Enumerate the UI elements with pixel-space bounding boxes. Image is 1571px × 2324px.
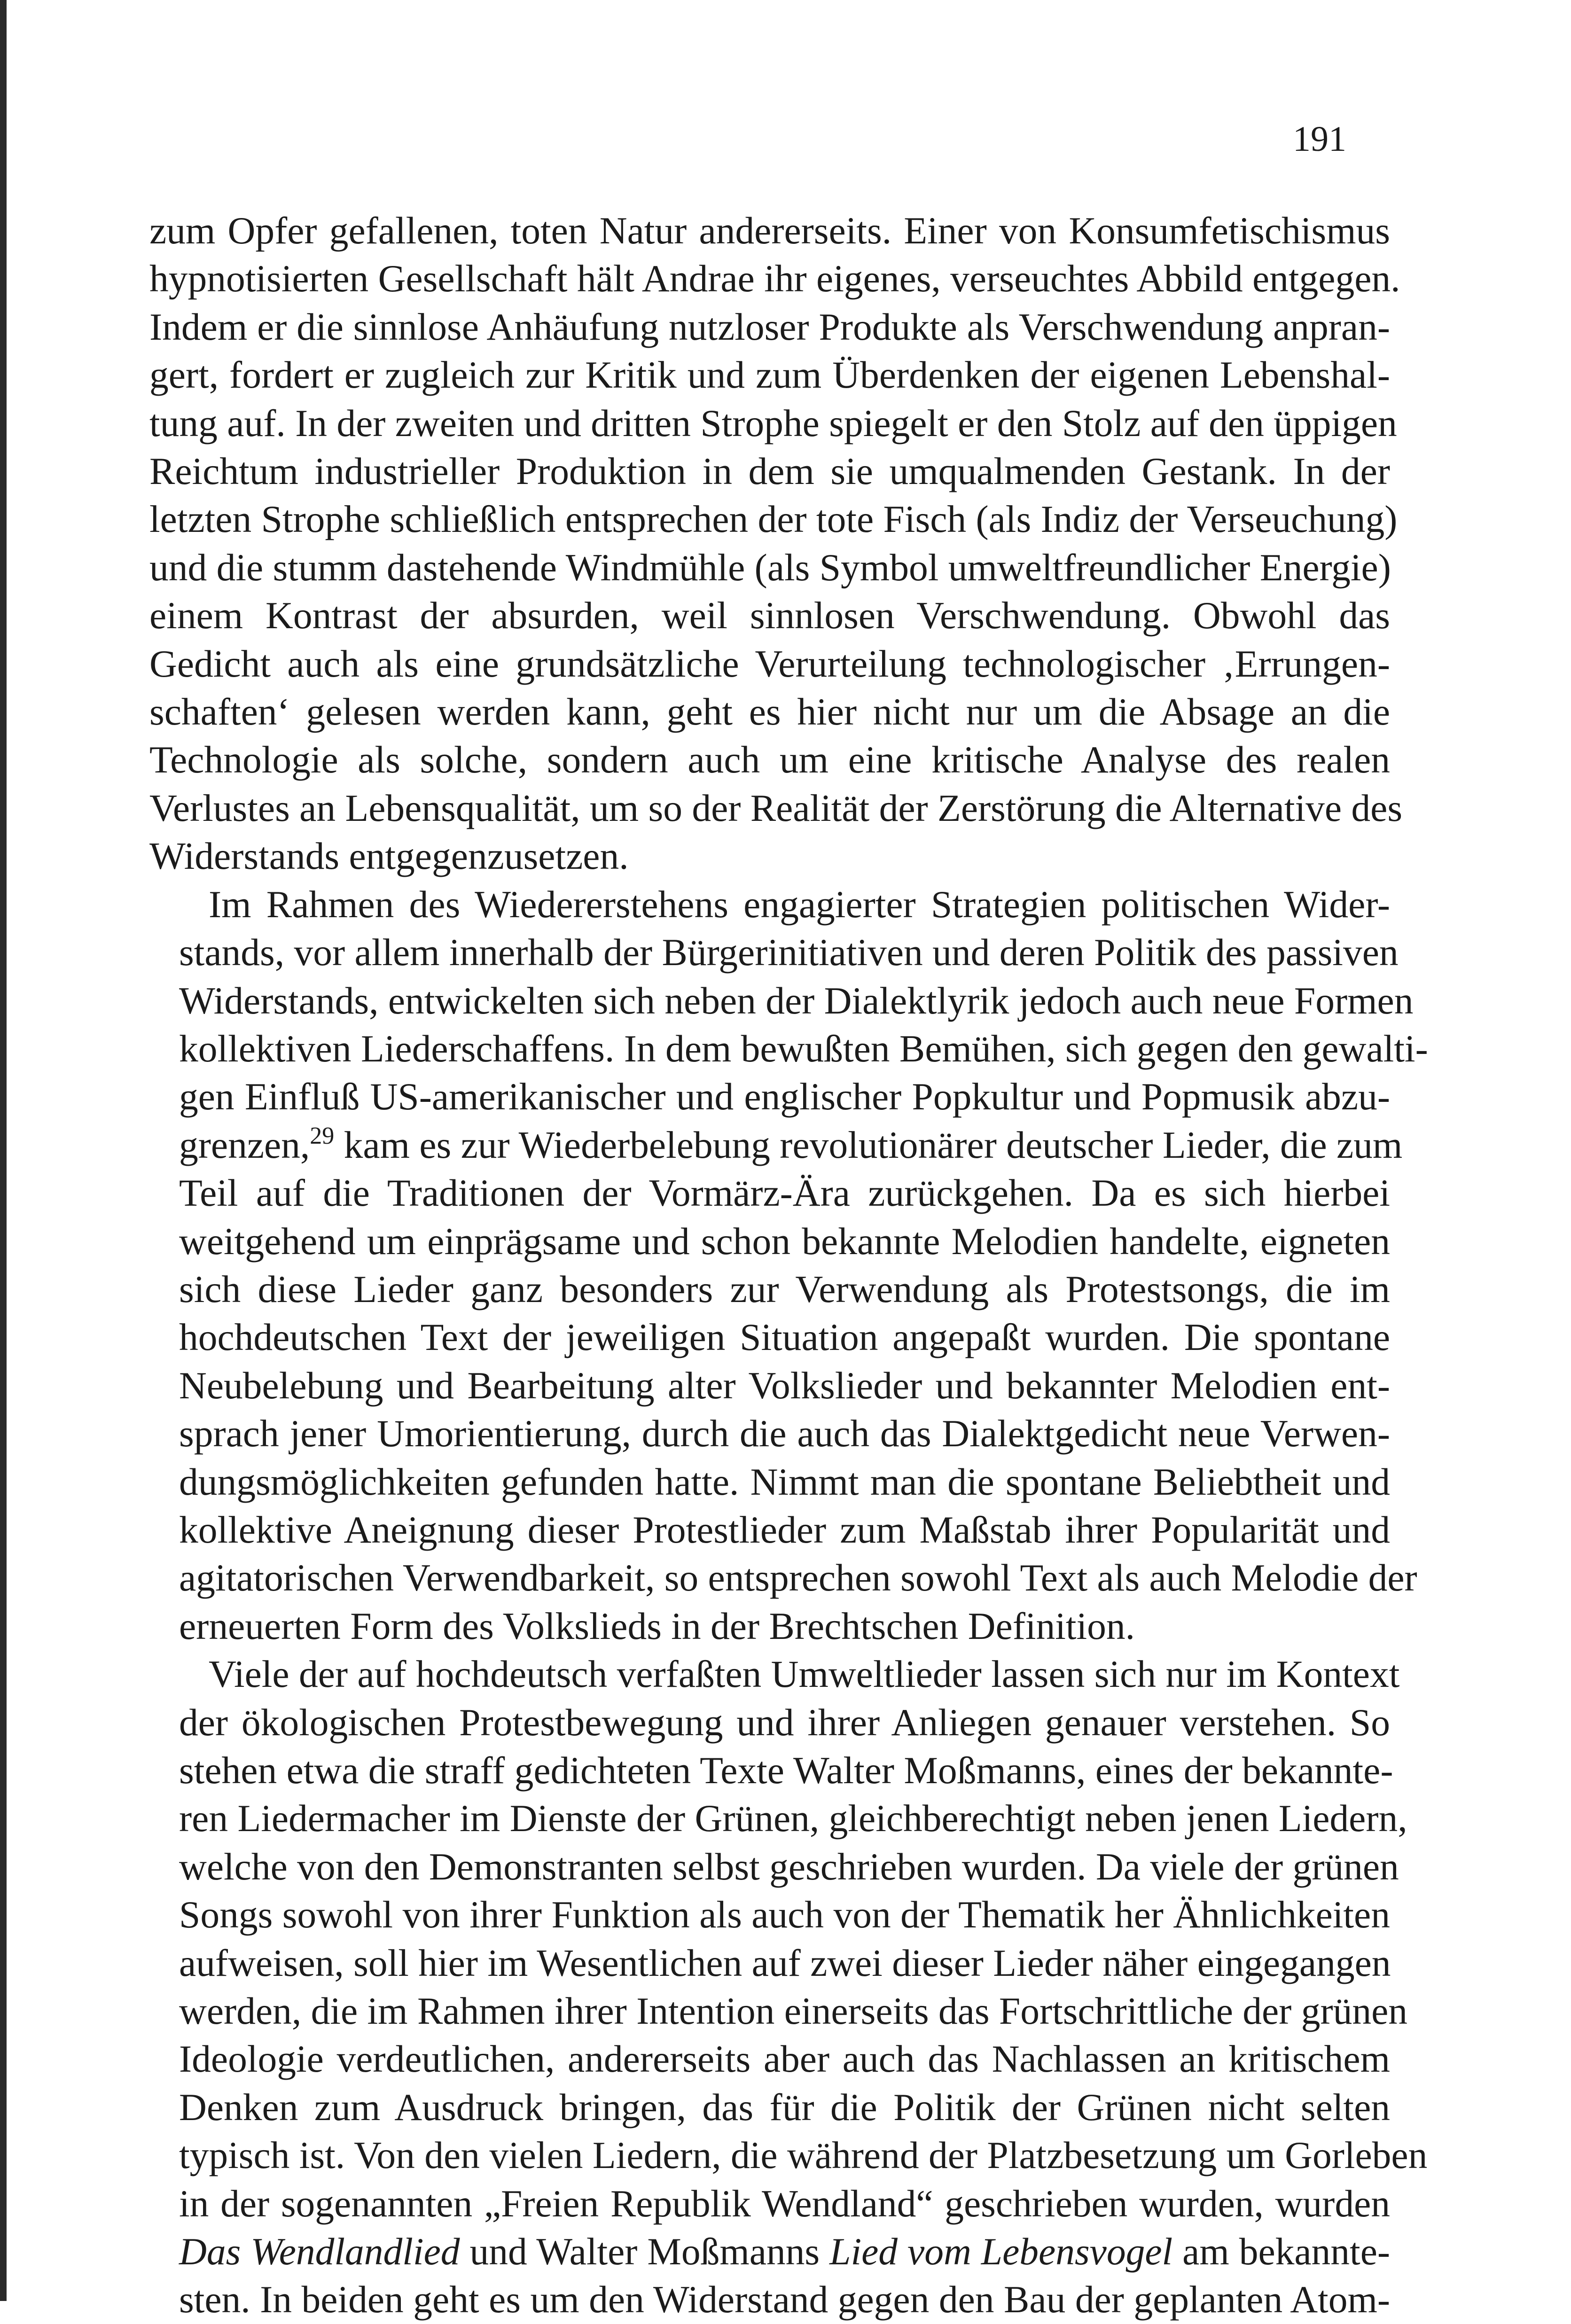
text-line-with-titles	[149, 2228, 1390, 2276]
text-line: welche von den Demonstranten selbst geschrieben wurden. Da viele der grünen	[179, 1845, 1399, 1888]
text-line: stehen etwa die straff gedichteten Texte Walter Moßmanns, eines der bekannte-	[179, 1749, 1393, 1792]
text-line: Gedicht auch als eine grundsätzliche Verurteilung technologischer ‚Errungen-	[149, 642, 1390, 685]
text-line: sich diese Lieder ganz besonders zur Verwendung als Protestsongs, die im	[179, 1267, 1390, 1310]
text-segment: kam es zur Wiederbelebung revolutionärer deutscher Lieder, die zum	[334, 1123, 1403, 1166]
paragraph-1	[149, 207, 1403, 881]
paragraph-3	[149, 1650, 1428, 2324]
text-line: Denken zum Ausdruck bringen, das für die Politik der Grünen nicht selten	[179, 2085, 1390, 2129]
text-line: in der sogenannten „Freien Republik Wendland“ geschrieben wurden, wurden	[179, 2182, 1390, 2225]
text-line: hypnotisierten Gesellschaft hält Andrae ihr eigenes, verseuchtes Abbild entgegen.	[149, 257, 1400, 300]
text-line: werden, die im Rahmen ihrer Intention einerseits das Fortschrittliche der grünen	[179, 1989, 1408, 2033]
text-line: tung auf. In der zweiten und dritten Strophe spiegelt er den Stolz auf den üppigen	[149, 401, 1397, 445]
text-line-with-footnote	[149, 1121, 1403, 1169]
text-line: sten. In beiden geht es um den Widerstand gegen den Bau der geplanten Atom-	[179, 2278, 1390, 2321]
text-line: agitatorischen Verwendbarkeit, so entsprechen sowohl Text als auch Melodie der	[179, 1556, 1417, 1599]
song-title-lebensvogel: Lied vom Lebensvogel	[829, 2230, 1173, 2273]
footnote-reference: 29	[310, 1122, 335, 1149]
text-line: gert, fordert er zugleich zur Kritik und zum Überdenken der eigenen Lebenshal-	[149, 353, 1390, 397]
text-line: Reichtum industrieller Produktion in dem sie umqualmenden Gestank. In der	[149, 450, 1390, 493]
body-text	[149, 207, 1428, 2324]
text-line: sprach jener Umorientierung, durch die auch das Dialektgedicht neue Verwen-	[179, 1412, 1390, 1455]
text-line: Verlustes an Lebensqualität, um so der Realität der Zerstörung die Alternative des	[149, 786, 1403, 829]
text-line: Songs sowohl von ihrer Funktion als auch von der Thematik her Ähnlichkeiten	[179, 1893, 1390, 1936]
text-line: kollektiven Liederschaffens. In dem bewußten Bemühen, sich gegen den gewalti-	[179, 1027, 1428, 1070]
text-line: Viele der auf hochdeutsch verfaßten Umweltlieder lassen sich nur im Kontext	[209, 1653, 1400, 1696]
text-line: Ideologie verdeutlichen, andererseits aber auch das Nachlassen an kritischem	[179, 2037, 1390, 2081]
text-segment: und Walter Moßmanns	[460, 2230, 830, 2273]
text-line: und die stumm dastehende Windmühle (als Symbol umweltfreundlicher Energie)	[149, 546, 1391, 589]
text-line: Teil auf die Traditionen der Vormärz-Ära zurückgehen. Da es sich hierbei	[179, 1171, 1390, 1215]
text-line: der ökologischen Protestbewegung und ihrer Anliegen genauer verstehen. So	[179, 1700, 1390, 1744]
text-line: typisch ist. Von den vielen Liedern, die während der Platzbesetzung um Gorleben	[179, 2134, 1428, 2177]
text-line: hochdeutschen Text der jeweiligen Situation angepaßt wurden. Die spontane	[179, 1316, 1390, 1359]
song-title-wendlandlied: Das Wendlandlied	[179, 2230, 460, 2273]
text-line: Indem er die sinnlose Anhäufung nutzloser Produkte als Verschwendung anpran-	[149, 305, 1390, 348]
text-line: Widerstands, entwickelten sich neben der Dialektlyrik jedoch auch neue Formen	[179, 979, 1414, 1022]
text-line: dungsmöglichkeiten gefunden hatte. Nimmt man die spontane Beliebtheit und	[179, 1460, 1390, 1503]
text-line: ren Liedermacher im Dienste der Grünen, gleichberechtigt neben jenen Liedern,	[179, 1797, 1407, 1840]
text-line: stands, vor allem innerhalb der Bürgerinitiativen und deren Politik des passiven	[179, 931, 1399, 974]
text-line: schaften‘ gelesen werden kann, geht es hier nicht nur um die Absage an die	[149, 690, 1390, 733]
text-line: einem Kontrast der absurden, weil sinnlosen Verschwendung. Obwohl das	[149, 594, 1390, 637]
text-line: Technologie als solche, sondern auch um eine kritische Analyse des realen	[149, 738, 1390, 781]
text-line: Widerstands entgegenzusetzen.	[149, 834, 629, 878]
text-line: zum Opfer gefallenen, toten Natur andererseits. Einer von Konsumfetischismus	[149, 209, 1390, 252]
text-line: letzten Strophe schließlich entsprechen der tote Fisch (als Indiz der Verseuchung)	[149, 498, 1398, 541]
text-line: aufweisen, soll hier im Wesentlichen auf zwei dieser Lieder näher eingegangen	[179, 1941, 1391, 1984]
page-number: 191	[1293, 119, 1346, 159]
text-segment: grenzen,	[179, 1123, 310, 1166]
scan-edge-shadow	[0, 0, 7, 2301]
paragraph-2	[149, 881, 1428, 1651]
text-segment: am bekannte-	[1172, 2230, 1391, 2273]
text-line: weitgehend um einprägsame und schon bekannte Melodien handelte, eigneten	[179, 1219, 1390, 1263]
text-line: Im Rahmen des Wiedererstehens engagierter Strategien politischen Wider-	[209, 882, 1390, 926]
text-line: kollektive Aneignung dieser Protestlieder zum Maßstab ihrer Popularität und	[179, 1508, 1390, 1551]
text-line: gen Einfluß US-amerikanischer und englischer Popkultur und Popmusik abzu-	[179, 1075, 1390, 1118]
text-line: erneuerten Form des Volkslieds in der Brechtschen Definition.	[179, 1604, 1135, 1647]
text-line: Neubelebung und Bearbeitung alter Volkslieder und bekannter Melodien ent-	[179, 1364, 1390, 1407]
